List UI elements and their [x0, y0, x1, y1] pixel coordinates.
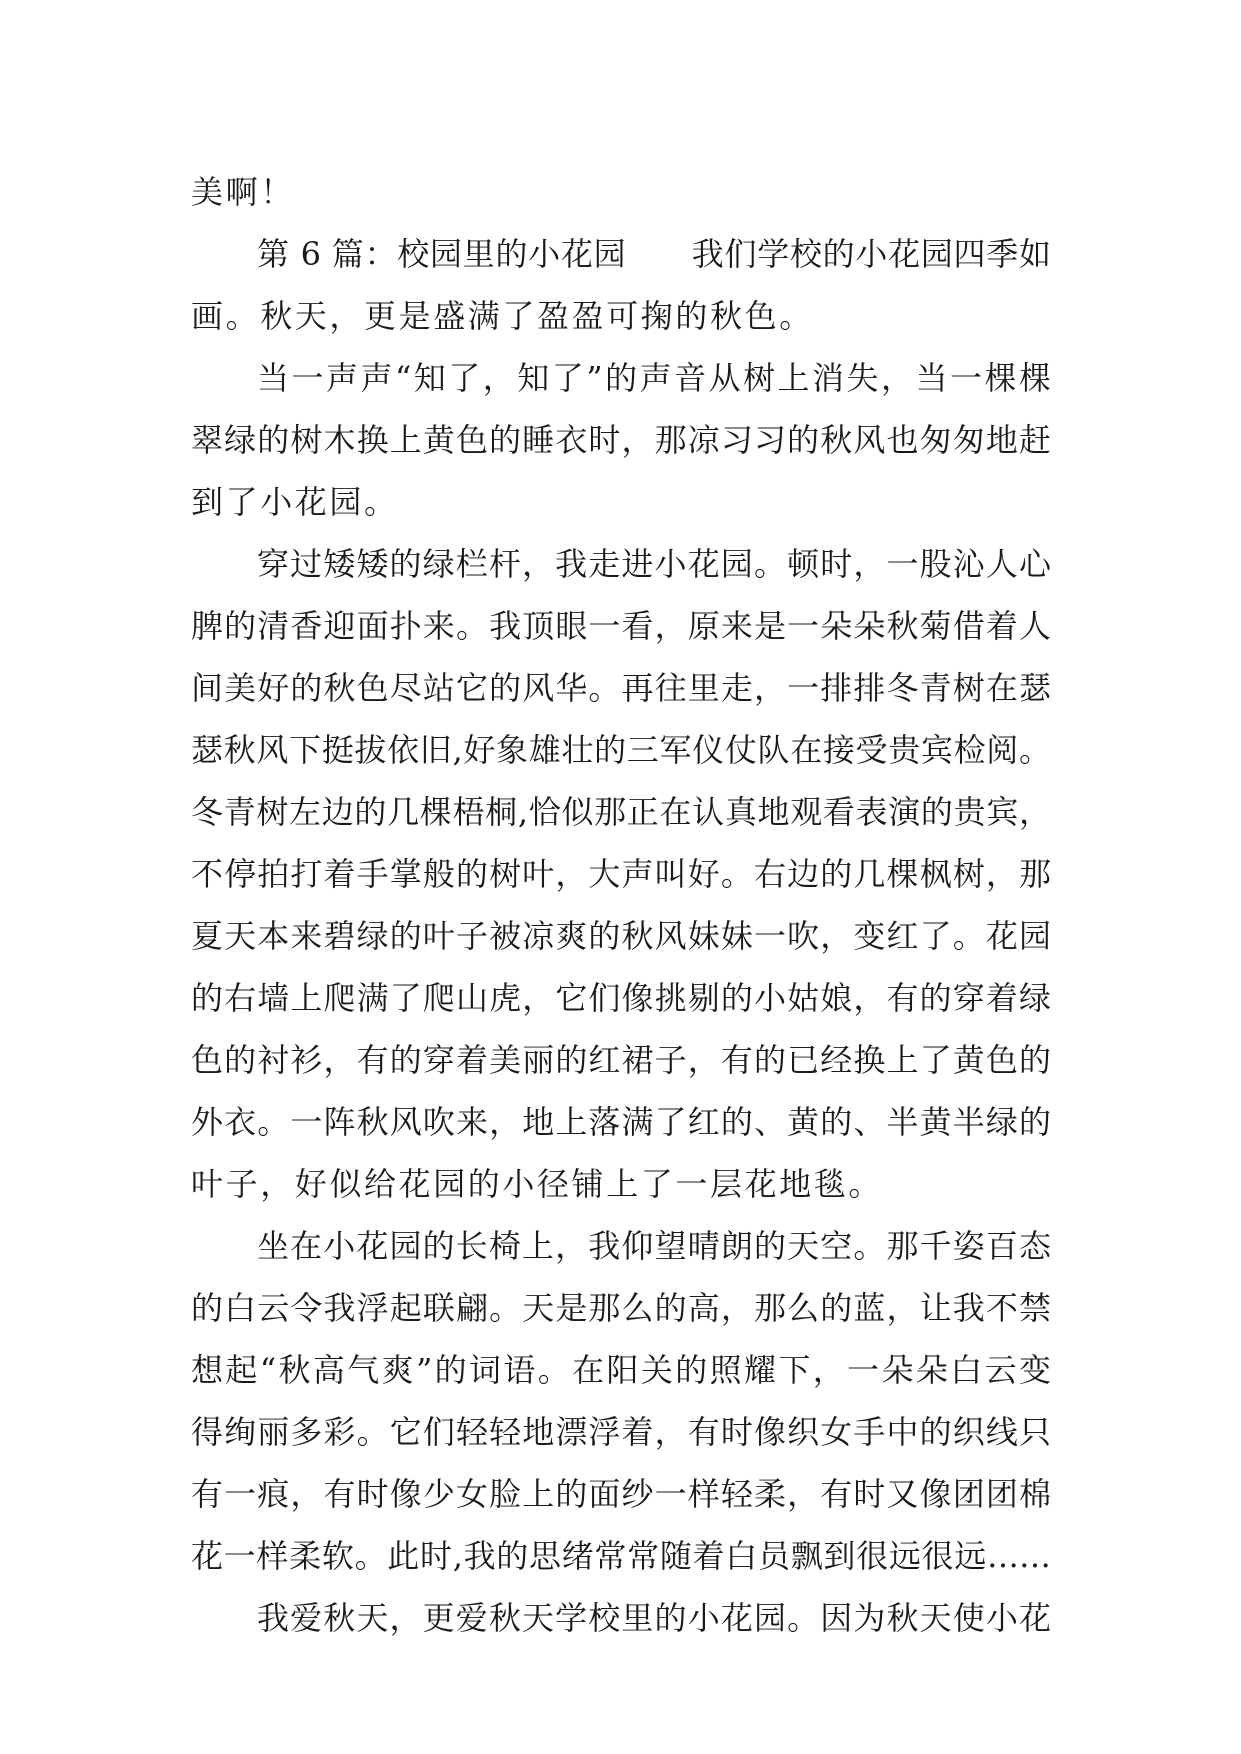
- body-text: [191, 161, 1051, 1649]
- text-line: 脾的清香迎面扑来。我顶眼一看，原来是一朵朵秋菊借着人: [191, 607, 1051, 645]
- text-line: 不停拍打着手掌般的树叶，大声叫好。右边的几棵枫树，那: [191, 855, 1051, 893]
- text-line: 间美好的秋色尽站它的风华。再往里走，一排排冬青树在瑟: [191, 669, 1051, 707]
- text-line: 有一痕，有时像少女脸上的面纱一样轻柔，有时又像团团棉: [191, 1475, 1051, 1513]
- text-line: 第 6 篇：校园里的小花园 我们学校的小花园四季如: [257, 235, 1051, 273]
- text-line: 外衣。一阵秋风吹来，地上落满了红的、黄的、半黄半绿的: [191, 1103, 1051, 1141]
- text-line: 想起“秋高气爽”的词语。在阳关的照耀下，一朵朵白云变: [191, 1351, 1051, 1389]
- text-line: 当一声声“知了，知了”的声音从树上消失，当一棵棵: [257, 359, 1051, 397]
- text-line: 冬青树左边的几棵梧桐,恰似那正在认真地观看表演的贵宾，: [191, 793, 1051, 831]
- text-line: 的右墙上爬满了爬山虎，它们像挑剔的小姑娘，有的穿着绿: [191, 979, 1051, 1017]
- text-line: 翠绿的树木换上黄色的睡衣时，那凉习习的秋风也匆匆地赶: [191, 421, 1051, 459]
- text-line: 夏天本来碧绿的叶子被凉爽的秋风妹妹一吹，变红了。花园: [191, 917, 1051, 955]
- text-line: 瑟秋风下挺拔依旧,好象雄壮的三军仪仗队在接受贵宾检阅。: [191, 731, 1051, 769]
- text-line: 的白云令我浮起联翩。天是那么的高，那么的蓝，让我不禁: [191, 1289, 1051, 1327]
- text-line: 坐在小花园的长椅上，我仰望晴朗的天空。那千姿百态: [257, 1227, 1051, 1265]
- text-line: 花一样柔软。此时,我的思绪常常随着白员飘到很远很远……: [191, 1537, 1051, 1575]
- text-line: 美啊！: [191, 173, 295, 211]
- text-line: 叶子，好似给花园的小径铺上了一层花地毯。: [191, 1165, 884, 1203]
- text-line: 色的衬衫，有的穿着美丽的红裙子，有的已经换上了黄色的: [191, 1041, 1051, 1079]
- text-line: 得绚丽多彩。它们轻轻地漂浮着，有时像织女手中的织线只: [191, 1413, 1051, 1451]
- text-line: 穿过矮矮的绿栏杆，我走进小花园。顿时，一股沁人心: [257, 545, 1051, 583]
- text-line: 我爱秋天，更爱秋天学校里的小花园。因为秋天使小花: [257, 1599, 1051, 1637]
- text-line: 到了小花园。: [191, 483, 399, 521]
- text-line: 画。秋天，更是盛满了盈盈可掬的秋色。: [191, 297, 814, 335]
